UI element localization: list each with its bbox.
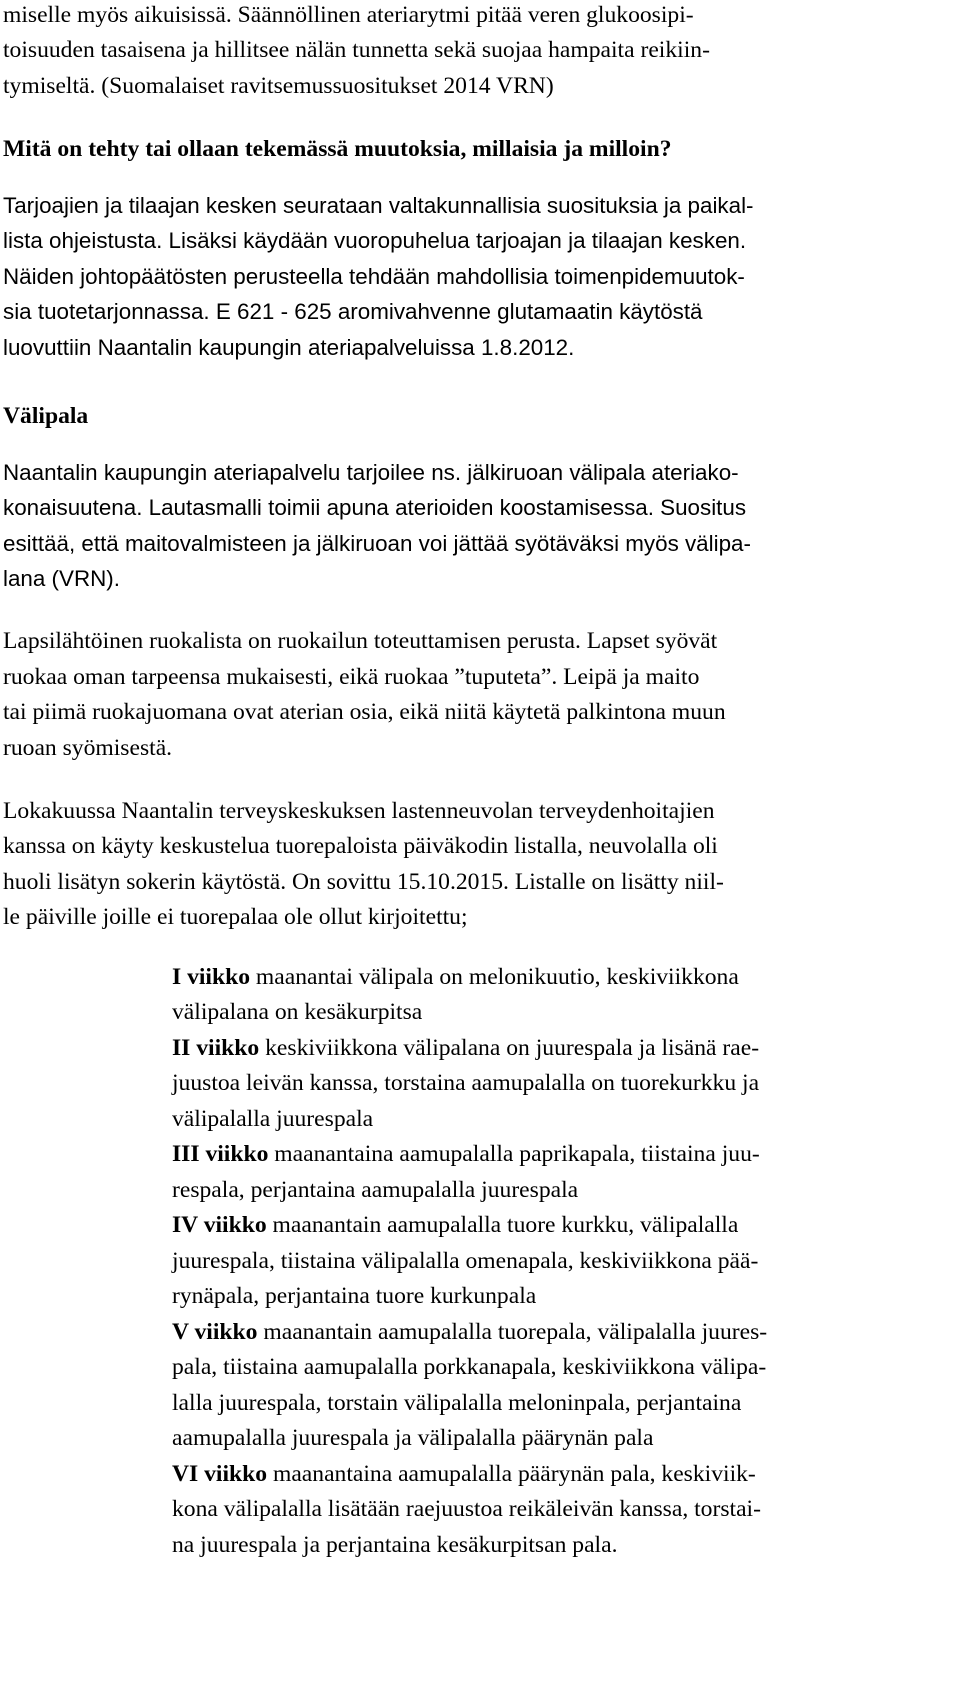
- valipala-line: konaisuutena. Lautasmalli toimii apuna aterioiden koostamisessa. Suositus: [3, 495, 747, 520]
- intro-line: toisuuden tasaisena ja hillitsee nälän tunnetta sekä suojaa hampaita reikiin-: [3, 37, 710, 63]
- week-5-line: pala, tiistaina aamupalalla porkkanapala, keskiviikkona välipa-: [172, 1354, 767, 1380]
- changes-line: Näiden johtopäätösten perusteella tehdään mahdollisia toimenpidemuutok-: [3, 264, 745, 289]
- valipala-line: lana (VRN).: [3, 566, 120, 591]
- valipala-line: Naantalin kaupungin ateriapalvelu tarjoilee ns. jälkiruoan välipala ateriako-: [3, 460, 739, 485]
- week-2-text: keskiviikkona välipalana on juurespala ja lisänä rae-: [259, 1035, 760, 1061]
- changes-heading: Mitä on tehty tai ollaan tekemässä muutoksia, millaisia ja milloin?: [3, 136, 672, 162]
- lapsi-line: Lapsilähtöinen ruokalista on ruokailun toteuttamisen perusta. Lapset syövät: [3, 628, 718, 654]
- week-5-label: V viikko: [172, 1319, 258, 1345]
- week-4-line: juurespala, tiistaina välipalalla omenapala, keskiviikkona pää-: [172, 1248, 759, 1274]
- week-6-line: na juurespala ja perjantaina kesäkurpitsan pala.: [172, 1532, 618, 1558]
- week-5-line: lalla juurespala, torstain välipalalla meloninpala, perjantaina: [172, 1390, 742, 1416]
- valipala-line: esittää, että maitovalmisteen ja jälkiruoan voi jättää syötäväksi myös välipa-: [3, 531, 751, 556]
- lokakuu-line: Lokakuussa Naantalin terveyskeskuksen lastenneuvolan terveydenhoitajien: [3, 798, 715, 824]
- intro-line: miselle myös aikuisissä. Säännöllinen ateriarytmi pitää veren glukoosipi-: [3, 2, 694, 28]
- week-3-line: respala, perjantaina aamupalalla juurespala: [172, 1177, 579, 1203]
- week-4-line: [172, 1212, 738, 1239]
- changes-line: Tarjoajien ja tilaajan kesken seurataan valtakunnallisia suosituksia ja paikal-: [3, 193, 754, 218]
- week-1-text: maanantai välipala on melonikuutio, keskiviikkona: [250, 964, 739, 990]
- intro-line: tymiseltä. (Suomalaiset ravitsemussuositukset 2014 VRN): [3, 73, 554, 99]
- lokakuu-line: huoli lisätyn sokerin käytöstä. On sovittu 15.10.2015. Listalle on lisätty niil-: [3, 869, 724, 895]
- week-2-line: välipalalla juurespala: [172, 1106, 374, 1132]
- valipala-heading: Välipala: [3, 403, 89, 429]
- lokakuu-line: kanssa on käyty keskustelua tuorepaloista päiväkodin listalla, neuvolalla oli: [3, 833, 718, 859]
- week-6-text: maanantaina aamupalalla päärynän pala, keskiviik-: [267, 1461, 756, 1487]
- lapsi-line: ruoan syömisestä.: [3, 735, 173, 761]
- week-4-text: maanantain aamupalalla tuore kurkku, välipalalla: [266, 1212, 739, 1238]
- week-1-line: [172, 964, 739, 991]
- week-1-label: I viikko: [172, 964, 251, 990]
- changes-line: luovuttiin Naantalin kaupungin ateriapalveluissa 1.8.2012.: [3, 335, 575, 360]
- week-5-line: aamupalalla juurespala ja välipalalla päärynän pala: [172, 1425, 654, 1451]
- changes-line: lista ohjeistusta. Lisäksi käydään vuoropuhelua tarjoajan ja tilaajan kesken.: [3, 228, 747, 253]
- week-5-text: maanantain aamupalalla tuorepala, välipalalla juures-: [257, 1319, 768, 1345]
- changes-line: sia tuotetarjonnassa. E 621 - 625 aromivahvenne glutamaatin käytöstä: [3, 299, 703, 324]
- lokakuu-line: le päiville joille ei tuorepalaa ole ollut kirjoitettu;: [3, 904, 468, 930]
- lapsi-line: tai piimä ruokajuomana ovat aterian osia, eikä niitä käytetä palkintona muun: [3, 699, 726, 725]
- week-1-line: välipalana on kesäkurpitsa: [172, 999, 423, 1025]
- week-2-line: juustoa leivän kanssa, torstaina aamupalalla on tuorekurkku ja: [172, 1070, 760, 1096]
- week-3-text: maanantaina aamupalalla paprikapala, tiistaina juu-: [268, 1141, 760, 1167]
- week-6-label: VI viikko: [172, 1461, 268, 1487]
- week-2-line: [172, 1035, 759, 1062]
- week-4-label: IV viikko: [172, 1212, 267, 1238]
- week-4-line: rynäpala, perjantaina tuore kurkunpala: [172, 1283, 537, 1309]
- week-2-label: II viikko: [172, 1035, 260, 1061]
- lapsi-line: ruokaa oman tarpeensa mukaisesti, eikä ruokaa ”tuputeta”. Leipä ja maito: [3, 664, 700, 690]
- week-3-label: III viikko: [172, 1141, 269, 1167]
- week-6-line: kona välipalalla lisätään raejuustoa reikäleivän kanssa, torstai-: [172, 1496, 761, 1522]
- week-6-line: [172, 1461, 756, 1488]
- week-5-line: [172, 1319, 767, 1346]
- week-3-line: [172, 1141, 760, 1168]
